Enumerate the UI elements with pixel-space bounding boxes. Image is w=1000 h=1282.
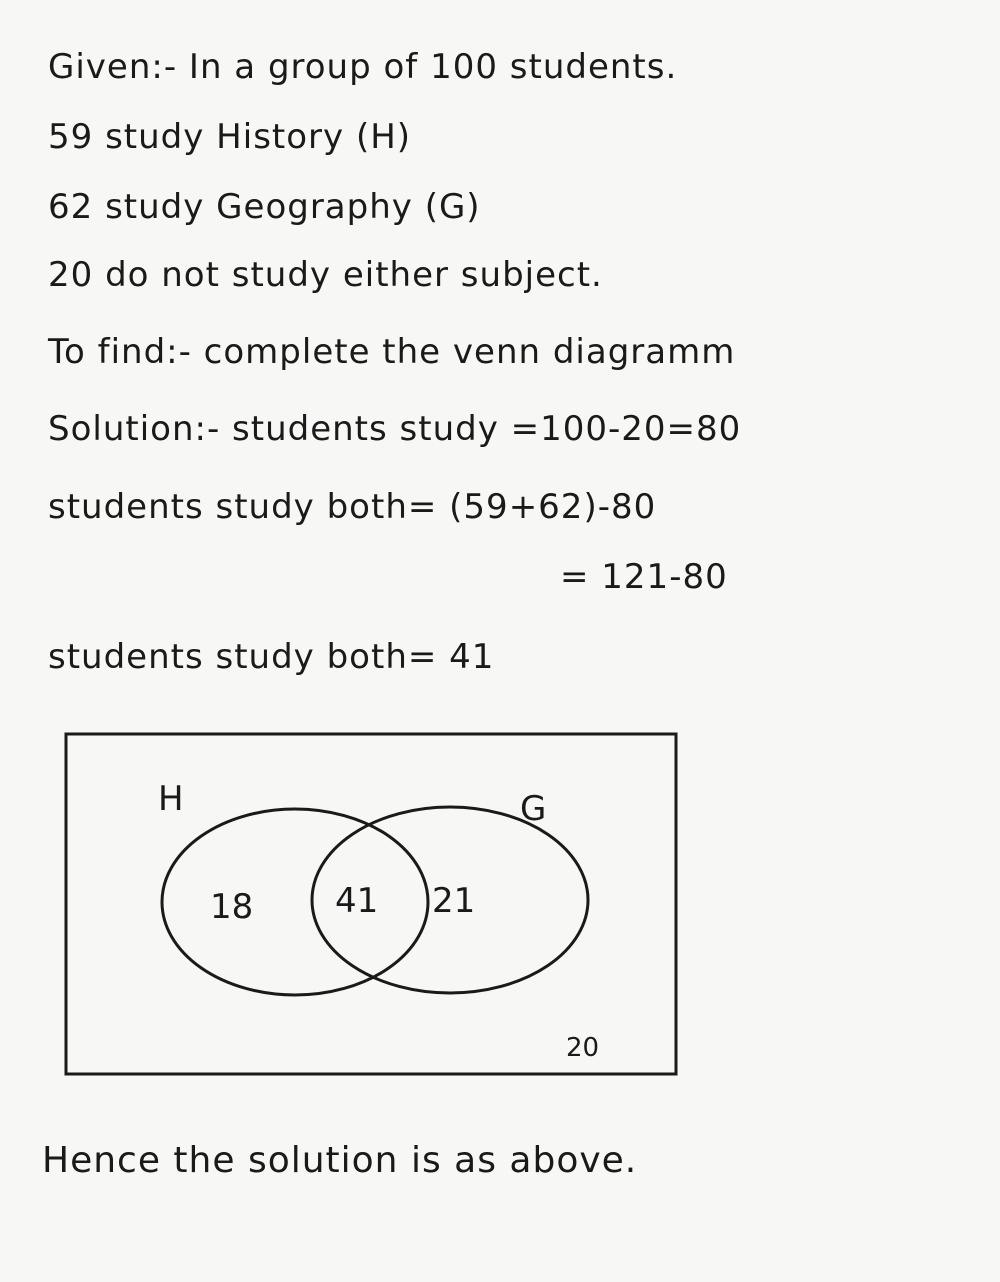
history-circle bbox=[162, 809, 428, 995]
venn-diagram bbox=[40, 720, 700, 1100]
conclusion-line: Hence the solution is as above. bbox=[42, 1140, 638, 1181]
neither-value: 20 bbox=[566, 1033, 600, 1063]
both-result-line: students study both= 41 bbox=[48, 637, 495, 677]
neither-count-line: 20 do not study either subject. bbox=[48, 255, 603, 295]
given-line: Given:- In a group of 100 students. bbox=[48, 47, 678, 87]
solution-line: Solution:- students study =100-20=80 bbox=[48, 409, 742, 449]
label-h: H bbox=[158, 779, 184, 819]
both-simplify-line: = 121-80 bbox=[560, 557, 728, 597]
geography-count-line: 62 study Geography (G) bbox=[48, 187, 481, 227]
only-g-value: 21 bbox=[432, 881, 476, 921]
label-g: G bbox=[520, 789, 547, 829]
history-count-line: 59 study History (H) bbox=[48, 117, 412, 157]
only-h-value: 18 bbox=[210, 887, 254, 927]
both-value: 41 bbox=[335, 881, 379, 921]
to-find-line: To find:- complete the venn diagramm bbox=[48, 332, 736, 372]
both-formula-line: students study both= (59+62)-80 bbox=[48, 487, 657, 527]
